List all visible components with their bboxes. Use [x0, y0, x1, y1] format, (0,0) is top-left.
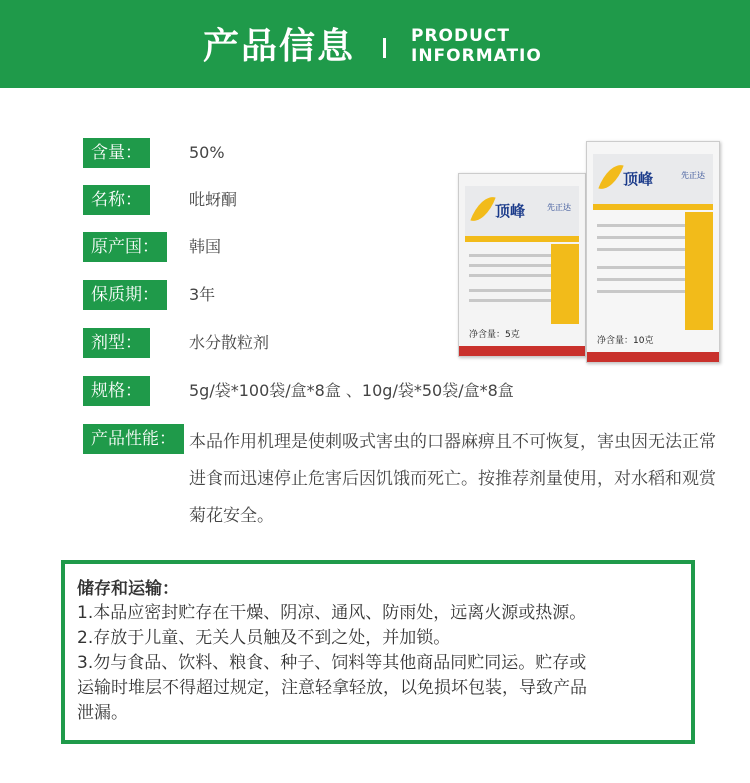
field-value-content: 50%	[189, 143, 225, 162]
field-value-spec: 5g/袋*100袋/盒*8盒 、10g/袋*50袋/盒*8盒	[189, 381, 514, 400]
field-label-formulation: 剂型：	[83, 328, 150, 358]
page-title: 产品信息	[203, 26, 356, 67]
storage-line: 1.本品应密封贮存在干燥、阴凉、通风、防雨处，远离火源或热源。	[77, 603, 587, 623]
package-text-block	[469, 254, 551, 257]
package-text-block	[597, 290, 685, 293]
field-label-origin: 原产国：	[83, 232, 167, 262]
package-text-block	[597, 248, 685, 251]
field-value-name: 吡蚜酮	[189, 190, 238, 209]
storage-line: 3.勿与食品、饮料、粮食、种子、饲料等其他商品同贮同运。贮存或	[77, 653, 587, 673]
field-label-shelf-life: 保质期：	[83, 280, 167, 310]
storage-line: 2.存放于儿童、无关人员触及不到之处，并加锁。	[77, 628, 451, 648]
field-label-spec: 规格：	[83, 376, 150, 406]
package-product-name: 顶峰	[623, 170, 654, 188]
subtitle-line-1: PRODUCT	[411, 26, 510, 46]
package-text-block	[597, 278, 685, 281]
storage-line: 泄漏。	[77, 703, 128, 723]
subtitle-line-2: INFORMATIO	[411, 46, 542, 66]
package-text-block	[469, 264, 551, 267]
field-value-shelf-life: 3年	[189, 285, 216, 304]
package-header	[465, 186, 579, 242]
package-stripe	[685, 212, 713, 330]
package-product-name: 顶峰	[495, 202, 526, 220]
package-text-block	[597, 266, 685, 269]
package-red-band	[587, 352, 719, 362]
page-subtitle-en	[411, 26, 542, 66]
package-text-block	[469, 299, 551, 302]
storage-line: 运输时堆层不得超过规定，注意轻拿轻放，以免损坏包装，导致产品	[77, 678, 587, 698]
package-brand: 先正达	[547, 203, 571, 212]
package-stripe	[551, 244, 579, 324]
field-value-performance: 本品作用机理是使刺吸式害虫的口器麻痹且不可恢复，害虫因无法正常进食而迅速停止危害后因饥饿而死亡。按推荐剂量使用，对水稻和观赏菊花安全。	[189, 432, 716, 526]
package-red-band	[459, 346, 585, 356]
package-text-block	[597, 224, 685, 227]
package-net-content: 净含量：5克	[469, 330, 520, 340]
package-text-block	[469, 289, 551, 292]
product-package-small	[458, 173, 586, 357]
product-package-large	[586, 141, 720, 363]
leaf-logo-icon	[598, 160, 623, 194]
package-text-block	[469, 274, 551, 277]
package-net-content: 净含量：10克	[597, 336, 654, 346]
header-banner	[0, 0, 750, 88]
package-brand: 先正达	[681, 171, 705, 180]
storage-title: 储存和运输：	[77, 579, 179, 599]
package-text-block	[597, 236, 685, 239]
field-value-origin: 韩国	[189, 237, 222, 256]
field-label-performance: 产品性能：	[83, 424, 184, 454]
field-value-formulation: 水分散粒剂	[189, 333, 270, 352]
leaf-logo-icon	[470, 192, 495, 226]
package-header	[593, 154, 713, 210]
title-divider	[383, 38, 386, 58]
field-label-content: 含量：	[83, 138, 150, 168]
field-label-name: 名称：	[83, 185, 150, 215]
